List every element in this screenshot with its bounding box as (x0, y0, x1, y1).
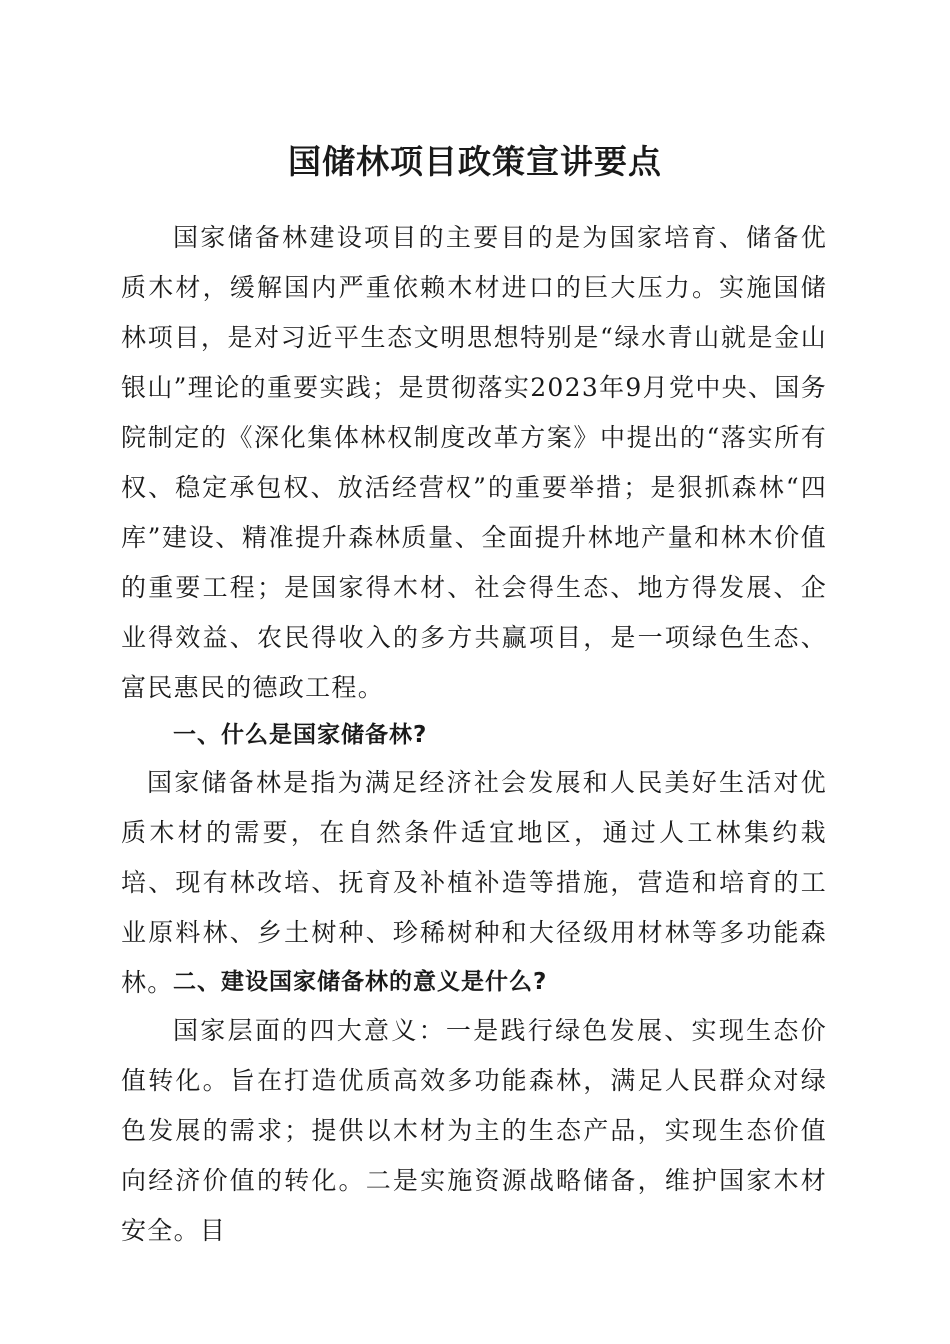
section-2-paragraph: 国家层面的四大意义：一是践行绿色发展、实现生态价值转化。旨在打造优质高效多功能森林，满足人民群众对绿色发展的需求；提供以木材为主的生态产品，实现生态价值向经济价值的转化。二是实施资源战略储备，维护国家木材安全。目 (121, 1016, 827, 1245)
section-1-heading: 一、什么是国家储备林? (173, 722, 428, 748)
page-title: 国储林项目政策宣讲要点 (288, 142, 662, 181)
intro-paragraph: 国家储备林建设项目的主要目的是为国家培育、储备优质木材，缓解国内严重依赖木材进口的巨大压力。实施国储林项目，是对习近平生态文明思想特别是“绿水青山就是金山银山”理论的重要实践；是贯彻落实2023年9月党中央、国务院制定的《深化集体林权制度改革方案》中提出的“落实所有权、稳定承包权、放活经营权”的重要举措；是狠抓森林“四库”建设、精准提升森林质量、全面提升林地产量和林木价值的重要工程；是国家得木材、社会得生态、地方得发展、企业得效益、农民得收入的多方共赢项目，是一项绿色生态、富民惠民的德政工程。 (121, 223, 827, 702)
section-2-heading: 二、建设国家储备林的意义是什么? (173, 969, 548, 995)
section-1-paragraph: 国家储备林是指为满足经济社会发展和人民美好生活对优质木材的需要，在自然条件适宜地区，通过人工林集约栽培、现有林改培、抚育及补植补造等措施，营造和培育的工业原料林、乡土树种、珍稀树种和大径级用材林等多功能森林。 (121, 768, 827, 997)
